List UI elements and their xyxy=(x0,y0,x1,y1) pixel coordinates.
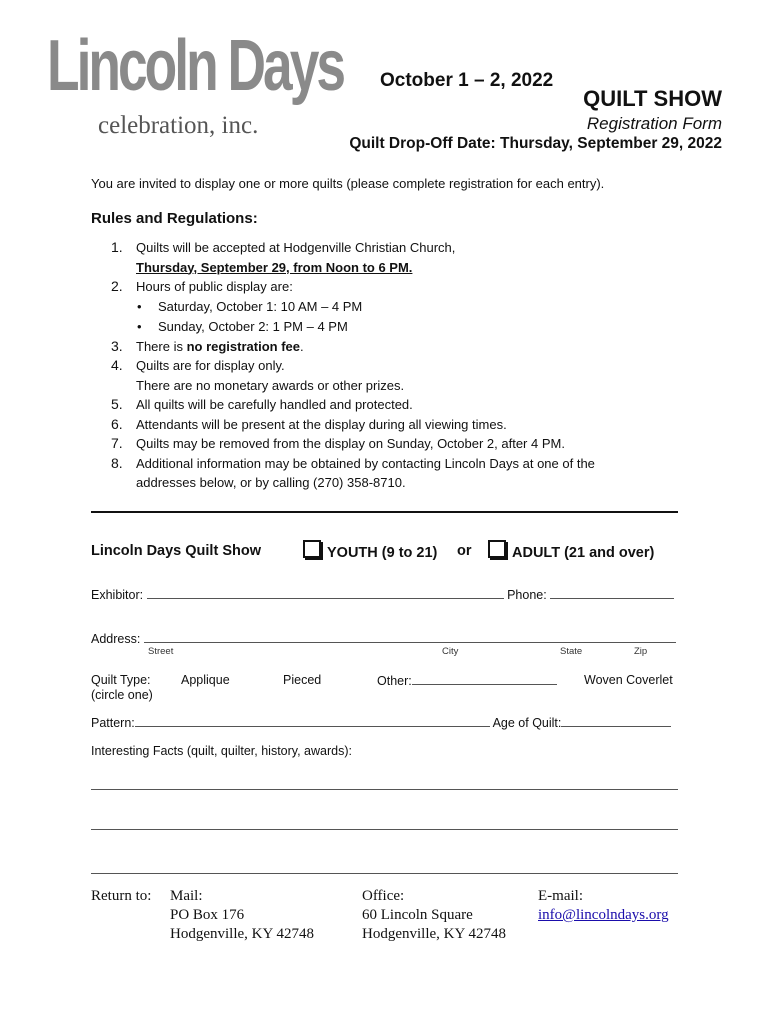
rule-item xyxy=(91,434,691,454)
city-caption: City xyxy=(442,646,459,657)
youth-label: YOUTH (9 to 21) xyxy=(327,545,438,561)
rule-bullet xyxy=(91,297,691,317)
adult-label: ADULT (21 and over) xyxy=(512,545,655,561)
bullet-text: Saturday, October 1: 10 AM – 4 PM xyxy=(158,298,363,314)
rule-text: . xyxy=(300,338,304,354)
logo-wordmark: Lincoln Days xyxy=(47,26,344,106)
rule-text: There is xyxy=(136,338,187,354)
dropoff-date: Quilt Drop-Off Date: Thursday, September 29, 2022 xyxy=(349,135,722,152)
facts-line[interactable] xyxy=(91,829,678,830)
email-contact xyxy=(538,887,669,925)
type-other-option[interactable] xyxy=(377,673,557,688)
page-title: QUILT SHOW xyxy=(583,86,722,111)
rule-number: 4. xyxy=(111,357,123,373)
office-title: Office: xyxy=(362,888,405,904)
rule-item xyxy=(91,415,691,435)
bullet-icon: • xyxy=(137,318,142,334)
bullet-text: Sunday, October 2: 1 PM – 4 PM xyxy=(158,318,348,334)
exhibitor-row xyxy=(91,587,674,602)
rule-item xyxy=(91,277,691,297)
rule-item xyxy=(91,337,691,357)
rule-text: Quilts may be removed from the display on Sunday, October 2, after 4 PM. xyxy=(136,436,565,451)
pattern-label: Pattern: xyxy=(91,716,135,730)
type-applique-option[interactable]: Applique xyxy=(181,673,230,687)
youth-option[interactable] xyxy=(303,540,437,561)
rule-number: 8. xyxy=(111,454,123,471)
adult-option[interactable] xyxy=(488,540,654,561)
section-divider xyxy=(91,511,678,513)
email-link[interactable]: info@lincolndays.org xyxy=(538,907,669,923)
mail-title: Mail: xyxy=(170,888,203,904)
logo-tagline: celebration, inc. xyxy=(98,112,259,139)
rule-text: Hours of public display are: xyxy=(136,279,293,294)
rules-heading: Rules and Regulations: xyxy=(91,210,258,227)
intro-text: You are invited to display one or more quilts (please complete registration for each entry). xyxy=(91,176,605,191)
rule-number: 2. xyxy=(111,278,123,294)
rule-text-bold: no registration fee xyxy=(186,338,300,354)
rule-text-emphasis: Thursday, September 29, from Noon to 6 PM. xyxy=(136,259,413,275)
email-title: E-mail: xyxy=(538,888,583,904)
rule-item xyxy=(91,395,691,415)
rule-number: 5. xyxy=(111,396,123,412)
rule-item xyxy=(91,454,691,493)
page-subtitle: Registration Form xyxy=(586,114,722,133)
age-field[interactable] xyxy=(561,715,671,727)
rule-item xyxy=(91,356,691,395)
rule-text: Attendants will be present at the display during all viewing times. xyxy=(136,416,507,432)
address-field[interactable] xyxy=(144,631,676,643)
zip-caption: Zip xyxy=(634,646,648,657)
rules-list xyxy=(91,238,691,493)
event-dates: October 1 – 2, 2022 xyxy=(380,70,554,91)
youth-checkbox[interactable] xyxy=(303,540,321,558)
rule-number: 3. xyxy=(111,337,123,354)
rule-number: 1. xyxy=(111,239,123,255)
facts-line[interactable] xyxy=(91,789,678,790)
type-other-field[interactable] xyxy=(412,673,557,685)
pattern-row xyxy=(91,715,671,730)
quilt-type-label: Quilt Type: xyxy=(91,673,151,687)
rule-text: addresses below, or by calling (270) 358-8710. xyxy=(136,475,406,490)
show-label: Lincoln Days Quilt Show xyxy=(91,543,261,559)
state-caption: State xyxy=(560,646,583,657)
age-label: Age of Quilt: xyxy=(492,716,562,730)
exhibitor-field[interactable] xyxy=(147,587,504,599)
mail-line: PO Box 176 xyxy=(170,907,245,923)
office-line: Hodgenville, KY 42748 xyxy=(362,926,507,942)
facts-label: Interesting Facts (quilt, quilter, history, awards): xyxy=(91,744,352,758)
circle-one-hint: (circle one) xyxy=(91,688,153,702)
rule-text: Additional information may be obtained by contacting Lincoln Days at one of the xyxy=(136,455,595,471)
office-address xyxy=(362,887,506,944)
rule-item xyxy=(91,238,691,277)
facts-line[interactable] xyxy=(91,873,678,874)
street-caption: Street xyxy=(148,646,174,657)
address-label: Address: xyxy=(91,632,141,646)
adult-checkbox[interactable] xyxy=(488,540,506,558)
exhibitor-label: Exhibitor: xyxy=(91,588,144,602)
office-line: 60 Lincoln Square xyxy=(362,907,473,923)
type-other-label: Other: xyxy=(377,674,412,688)
phone-field[interactable] xyxy=(550,587,674,599)
return-label: Return to: xyxy=(91,888,152,904)
rule-bullet xyxy=(91,317,691,337)
rule-text: All quilts will be carefully handled and protected. xyxy=(136,397,413,412)
pattern-field[interactable] xyxy=(135,715,490,727)
mail-address xyxy=(170,887,314,944)
rule-number: 6. xyxy=(111,415,123,432)
mail-line: Hodgenville, KY 42748 xyxy=(170,926,315,942)
bullet-icon: • xyxy=(137,298,142,314)
type-pieced-option[interactable]: Pieced xyxy=(283,673,322,687)
address-row xyxy=(91,631,676,646)
type-woven-option[interactable]: Woven Coverlet xyxy=(584,673,673,687)
rule-text: Quilts are for display only. xyxy=(136,358,285,373)
rule-number: 7. xyxy=(111,435,123,451)
rule-text: There are no monetary awards or other prizes. xyxy=(136,377,405,393)
rule-text: Quilts will be accepted at Hodgenville Christian Church, xyxy=(136,240,456,255)
or-label: or xyxy=(457,543,472,559)
phone-label: Phone: xyxy=(507,588,547,602)
